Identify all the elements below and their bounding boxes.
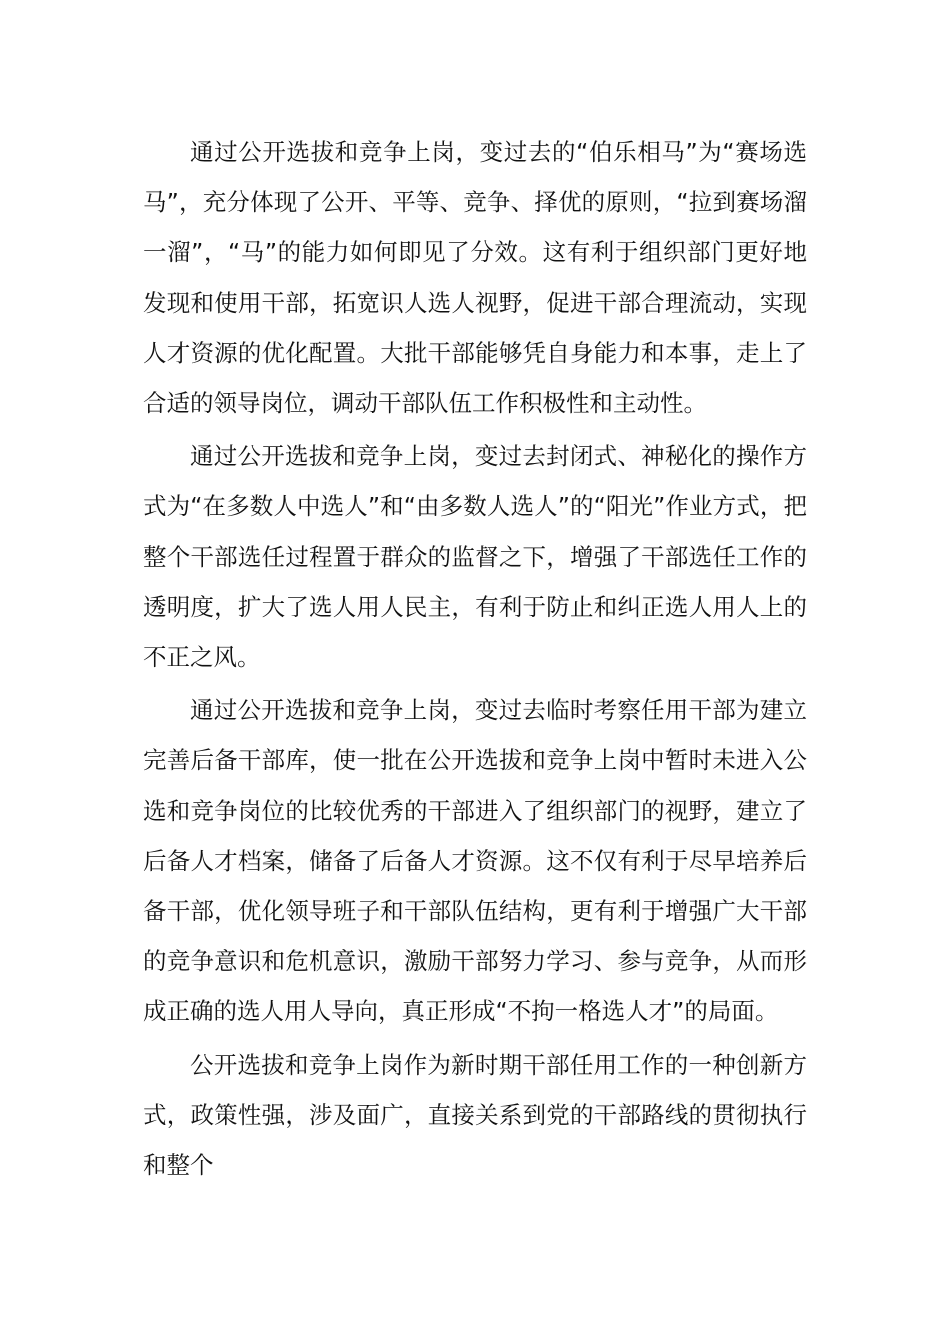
paragraph-3: 通过公开选拔和竞争上岗，变过去临时考察任用干部为建立完善后备干部库，使一批在公开选拔和竞争上岗中暂时未进入公选和竞争岗位的比较优秀的干部进入了组织部门的视野，建立了后备人才档案，储备了后备人才资源。这不仅有利于尽早培养后备干部，优化领导班子和干部队伍结构，更有利于增强广大干部的竞争意识和危机意识，激励干部努力学习、参与竞争，从而形成正确的选人用人导向，真正形成“不拘一格选人才”的局面。 <box>143 696 807 1026</box>
document-body <box>143 127 807 1190</box>
paragraph-2: 通过公开选拔和竞争上岗，变过去封闭式、神秘化的操作方式为“在多数人中选人”和“由多数人选人”的“阳光”作业方式，把整个干部选任过程置于群众的监督之下，增强了干部选任工作的透明度，扩大了选人用人民主，有利于防止和纠正选人用人上的不正之风。 <box>143 442 807 672</box>
paragraph-4: 公开选拔和竞争上岗作为新时期干部任用工作的一种创新方式，政策性强，涉及面广，直接关系到党的干部路线的贯彻执行和整个 <box>143 1050 807 1180</box>
paragraph-1: 通过公开选拔和竞争上岗，变过去的“伯乐相马”为“赛场选马”，充分体现了公开、平等、竞争、择优的原则，“拉到赛场溜一溜”，“马”的能力如何即见了分效。这有利于组织部门更好地发现和使用干部，拓宽识人选人视野，促进干部合理流动，实现人才资源的优化配置。大批干部能够凭自身能力和本事，走上了合适的领导岗位，调动干部队伍工作积极性和主动性。 <box>143 138 807 418</box>
